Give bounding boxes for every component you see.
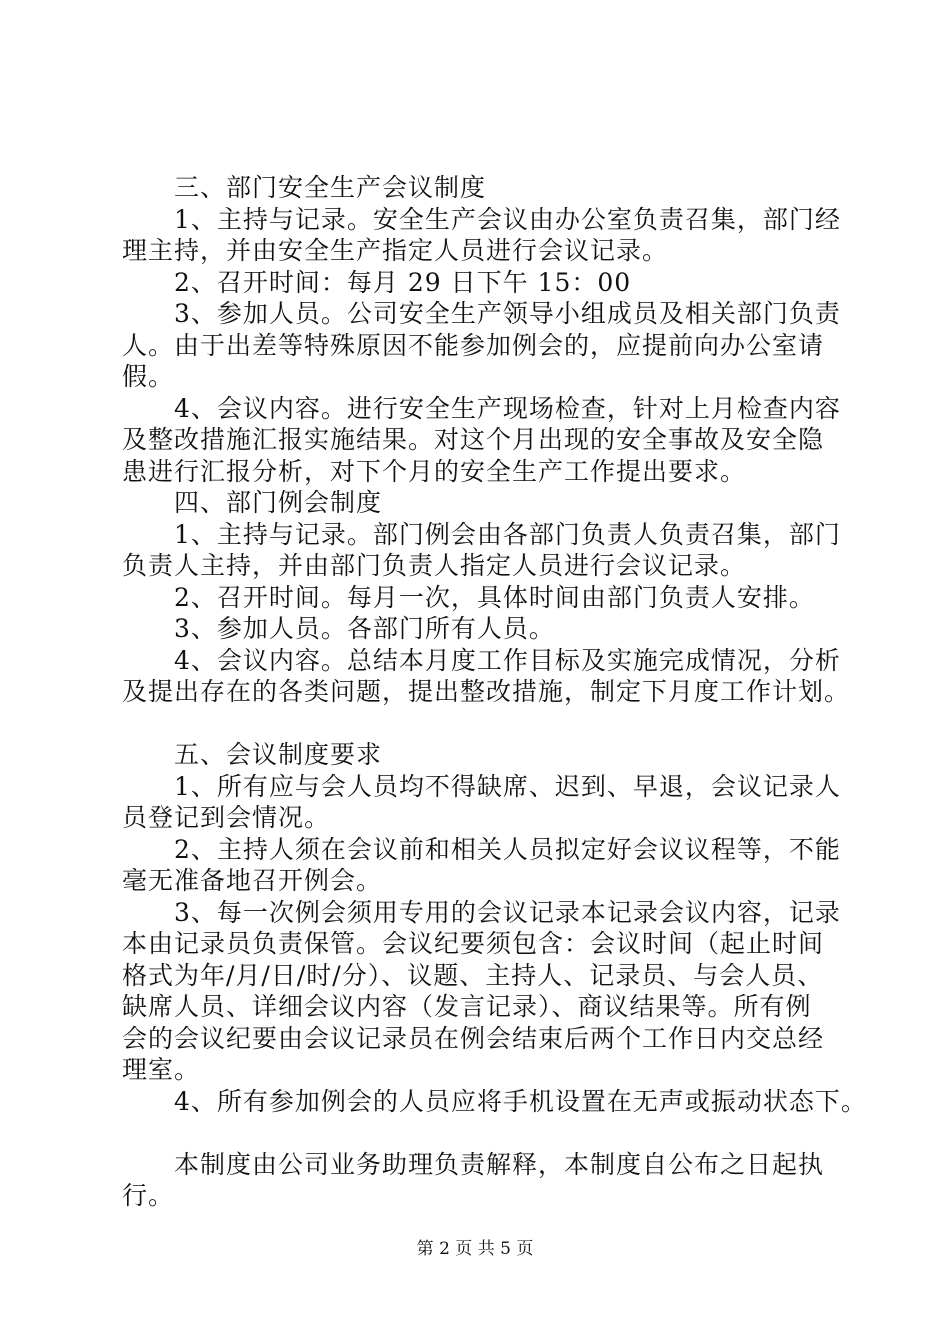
paragraph-line: 1、主持与记录。安全生产会议由办公室负责召集，部门经 [174,204,841,234]
page-number-footer: 第 2 页 共 5 页 [416,1239,534,1259]
paragraph-line: 4、会议内容。总结本月度工作目标及实施完成情况，分析 [174,645,841,675]
paragraph-line: 4、所有参加例会的人员应将手机设置在无声或振动状态下。 [174,1086,867,1116]
paragraph-line: 及提出存在的各类问题，提出整改措施，制定下月度工作计划。 [122,677,851,706]
closing-statement-line: 本制度由公司业务助理负责解释，本制度自公布之日起执 [174,1149,825,1179]
paragraph-line: 3、参加人员。各部门所有人员。 [174,614,555,643]
paragraph-line: 1、主持与记录。部门例会由各部门负责人负责召集，部门 [174,519,841,549]
blank-line [122,708,860,740]
paragraph-line: 2、召开时间：每月 29 日下午 15：00 [174,267,632,297]
closing-statement-line: 行。 [122,1181,175,1210]
document-body [122,172,867,1212]
blank-line [122,1117,860,1149]
paragraph-line: 2、召开时间。每月一次，具体时间由部门负责人安排。 [174,582,815,612]
paragraph-line: 2、主持人须在会议前和相关人员拟定好会议议程等，不能 [174,834,841,864]
paragraph-line: 格式为年/月/日/时/分）、议题、主持人、记录员、与会人员、 [122,960,824,990]
paragraph-line: 假。 [122,362,175,391]
paragraph-line: 3、每一次例会须用专用的会议记录本记录会议内容，记录 [174,897,841,927]
paragraph-line: 及整改措施汇报实施结果。对这个月出现的安全事故及安全隐 [122,425,825,454]
section-heading-3: 三、部门安全生产会议制度 [174,173,487,202]
section-heading-5: 五、会议制度要求 [174,740,383,769]
paragraph-line: 本由记录员负责保管。会议纪要须包含：会议时间（起止时间 [122,929,825,958]
paragraph-line: 3、参加人员。公司安全生产领导小组成员及相关部门负责 [174,299,841,328]
paragraph-line: 4、会议内容。进行安全生产现场检查，针对上月检查内容 [174,393,841,423]
paragraph-line: 理主持，并由安全生产指定人员进行会议记录。 [122,236,669,265]
paragraph-line: 会的会议纪要由会议记录员在例会结束后两个工作日内交总经 [122,1023,825,1053]
paragraph-line: 缺席人员、详细会议内容（发言记录）、商议结果等。所有例 [122,992,812,1021]
paragraph-line: 毫无准备地召开例会。 [122,866,383,895]
paragraph-line: 患进行汇报分析，对下个月的安全生产工作提出要求。 [122,456,747,486]
paragraph-line: 理室。 [122,1055,201,1084]
section-heading-4: 四、部门例会制度 [174,488,383,517]
paragraph-line: 负责人主持，并由部门负责人指定人员进行会议记录。 [122,551,747,580]
paragraph-line: 员登记到会情况。 [122,803,331,832]
paragraph-line: 1、所有应与会人员均不得缺席、迟到、早退，会议记录人 [174,771,841,801]
paragraph-line: 人。由于出差等特殊原因不能参加例会的，应提前向办公室请 [122,330,825,360]
